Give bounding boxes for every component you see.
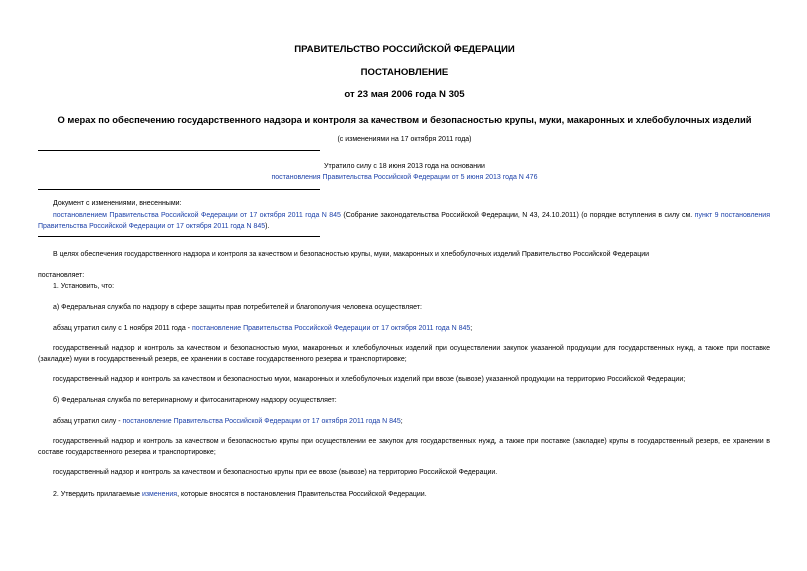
repealing-decree-link[interactable]: постановление Правительства Российской Федерации от 17 октября 2011 года N 845 [122, 418, 401, 425]
item-1: 1. Установить, что: [53, 283, 115, 290]
item-b-repealed-paragraph [53, 416, 403, 427]
amendment-note: (с изменениями на 17 октября 2011 года) [337, 136, 472, 143]
changes-text-end: ). [265, 223, 270, 230]
item-a-text-3: государственный надзор и контроль за качеством и безопасностью муки, макаронных и хлебобулочных изделий при ввозе (вывозе) указанной продукции на территорию Российской Федерации; [53, 376, 686, 383]
repealing-decree-link[interactable]: постановление Правительства Российской Федерации от 17 октября 2011 года N 845 [191, 325, 471, 332]
entry-into-force-link[interactable]: пункт 9 постановления Правительства Российской Федерации от 17 октября 2011 года N 845 [38, 212, 770, 230]
item-a-text-2: государственный надзор и контроль за качеством и безопасностью муки, макаронных и хлебобулочных изделий при осуществлении закупок указанной продукции для государственных нужд, а также при поставке (закладке) муки в государственный резерв, ее хранении в составе государственного резерва и транспортировке; [38, 345, 770, 363]
item-a-paragraph-2 [38, 343, 770, 365]
repealed-text-end: ; [400, 418, 403, 425]
item-2-text: 2. Утвердить прилагаемые [53, 491, 142, 498]
divider [38, 150, 320, 151]
repealed-text: абзац утратил силу - [53, 418, 123, 425]
repealed-text-end: ; [470, 325, 473, 332]
intro-text: В целях обеспечения государственного надзора и контроля за качеством и безопасностью крупы, муки, макаронных и хлебобулочных изделий Правительство Российской Федерации [53, 251, 650, 258]
expired-decree-link[interactable]: постановления Правительства Российской Федерации от 5 июня 2013 года N 476 [271, 174, 538, 181]
divider [38, 189, 320, 190]
expired-notice: Утратило силу с 18 июня 2013 года на основании [324, 163, 485, 170]
item-2-text-end: , которые вносятся в постановления Правительства Российской Федерации. [177, 491, 427, 498]
document-type-heading: ПОСТАНОВЛЕНИЕ [360, 67, 449, 78]
item-b-paragraph-3 [38, 467, 770, 478]
changes-paragraph [38, 210, 770, 232]
intro-paragraph [38, 249, 770, 260]
item-a-repealed-paragraph [53, 323, 472, 334]
changes-label: Документ с изменениями, внесенными: [53, 200, 182, 207]
item-a-paragraph-3 [38, 374, 770, 385]
item-2 [53, 489, 427, 500]
item-b-text-3: государственный надзор и контроль за качеством и безопасностью крупы при ее ввозе (вывозе) на территорию Российской Федерации. [53, 469, 498, 476]
item-b: б) Федеральная служба по ветеринарному и фитосанитарному надзору осуществляет: [53, 397, 337, 404]
amending-decree-link[interactable]: постановлением Правительства Российской Федерации от 17 октября 2011 года N 845 [53, 212, 341, 219]
item-a: а) Федеральная служба по надзору в сфере защиты прав потребителей и благополучия человека осуществляет: [53, 304, 422, 311]
amendments-link[interactable]: изменения [141, 491, 178, 498]
repealed-text: абзац утратил силу с 1 ноября 2011 года - [53, 325, 192, 332]
document-title: О мерах по обеспечению государственного надзора и контроля за качеством и безопасностью крупы, муки, макаронных и хлебобулочных изделий [57, 114, 752, 125]
government-heading: ПРАВИТЕЛЬСТВО РОССИЙСКОЙ ФЕДЕРАЦИИ [294, 44, 515, 55]
decrees-word: постановляет: [38, 272, 85, 279]
divider [38, 236, 320, 237]
item-b-paragraph-2 [38, 436, 770, 458]
changes-text: (Собрание законодательства Российской Федерации, N 43, 24.10.2011) (о порядке вступления в силу см. [340, 212, 695, 219]
date-number-heading: от 23 мая 2006 года N 305 [344, 89, 465, 100]
item-b-text-2: государственный надзор и контроль за качеством и безопасностью крупы при осуществлении ее закупок для государственных нужд, а также при поставке (закладке) крупы в государственный резерв, ее хранении в составе государственного резерва и транспортировке; [38, 438, 770, 456]
